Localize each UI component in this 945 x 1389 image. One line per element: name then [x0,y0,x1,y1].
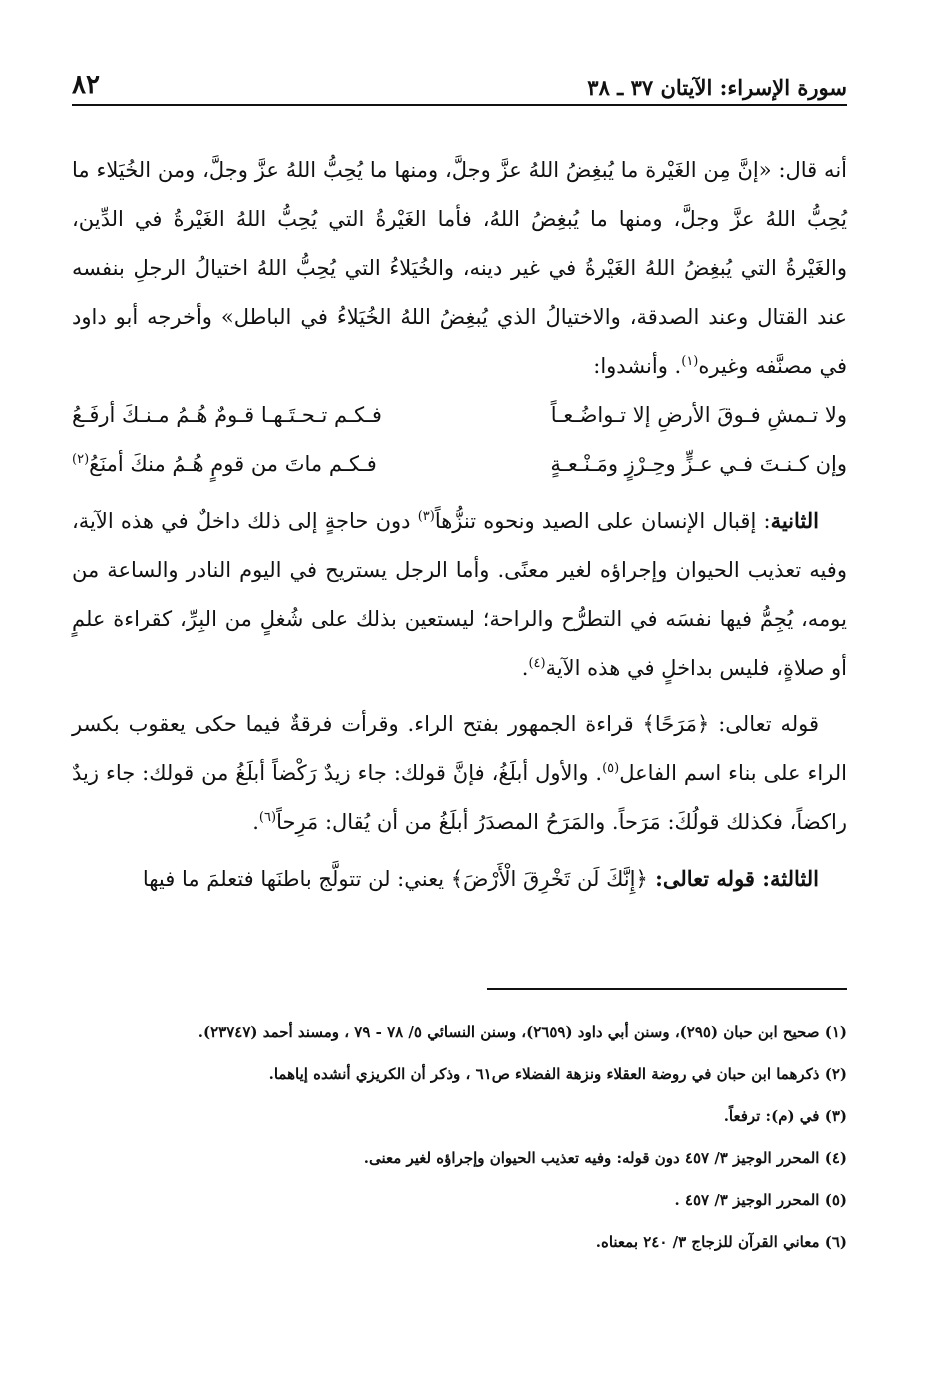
verse-2 [72,440,847,489]
footnote-1: (١) صحيح ابن حبان (٢٩٥)، وسنن أبي داود (٢٦٥٩)، وسنن النسائي ٥/ ٧٨ - ٧٩ ، ومسند أحمد (٢٣٧٤٧). [197,1023,847,1041]
section-two-label: الثانية [770,508,819,533]
verse-1-first-hemistich: ولا تـمشِ فـوقَ الأرضِ إلا تـواضُـعـاً [550,403,847,427]
footnote-ref-3[interactable]: (٣) [417,509,435,524]
main-text [72,146,847,904]
footnote-ref-4[interactable]: (٤) [528,656,546,671]
footnote-2: (٢) ذكرهما ابن حبان في روضة العقلاء ونزهة الفضلاء ص٦١ ، وذكر أن الكريزي أنشده إياهما. [268,1065,847,1083]
footnote-ref-5[interactable]: (٥) [602,761,620,776]
footnotes [72,1018,847,1270]
paragraph-hadith: أنه قال: «إنَّ مِن الغَيْرة ما يُبغِضُ اللهُ عزَّ وجلَّ، ومنها ما يُحِبُّ اللهُ عزَّ وجلَّ، ومن الخُيَلاء ما يُحِبُّ اللهُ عزَّ وجلَّ، ومنها ما يُبغِضُ اللهُ، فأما الغَيْرةُ التي يُحِبُّ اللهُ الغَيْرةُ في الدِّين، والغَيْرةُ التي يُبغِضُ اللهُ الغَيْرةُ في غير دينه، والخُيَلاءُ التي يُحِبُّ اللهُ اختيالُ الرجلِ بنفسه عند القتال وعند الصدقة، والاختيالُ الذي يُبغِضُ اللهُ الخُيَلاءُ في الباطل» وأخرجه أبو داود في مصنَّفه وغيره$^{(١)}$. وأنشدوا: [72,158,847,378]
quran-quote: ﴿مَرَحًا﴾ [642,712,710,736]
poem [72,391,847,489]
footnote-6: (٦) معاني القرآن للزجاج ٣/ ٢٤٠ بمعناه. [595,1233,847,1251]
verse-1 [72,391,847,440]
footnote-3: (٣) في (م): ترفعاً. [723,1107,847,1125]
verse-1-second-hemistich: فـكـم تـحـتَـهـا قـومٌ هُـمُ مـنـكَ أرفَـعُ [72,403,382,427]
paragraph-marahan: قوله تعالى: ﴿مَرَحًا﴾ قراءة الجمهور بفتح الراء. وقرأت فرقةٌ فيما حكى يعقوب بكسر الراء على بناء اسم الفاعل$^{(٥)}$. والأول أبلَغُ، فإنَّ قولك: جاء زيدٌ رَكْضاً أبلَغُ من قولك: جاء زيدٌ راكضاً، فكذلك قولُكَ: مَرَحاً. والمَرَحُ المصدَرُ أبلَغُ من أن يُقال: مَرِحاً$^{(٦)}$. [72,712,848,834]
verse-2-second-hemistich: فـكـم ماتَ من قومٍ هُـمُ منكَ أمنَعُ$^{(٢)}$ [72,452,377,476]
page-number: ٨٢ [72,70,100,100]
running-title: سورة الإسراء: الآيتان ٣٧ ـ ٣٨ [587,75,847,100]
footnote-separator [487,988,847,990]
verse-2-first-hemistich: وإن كـنـتَ فـي عـزٍّ وحِـرْزٍ ومَـنْـعـةٍ [550,452,847,476]
section-three: الثالثة: قوله تعالى: ﴿إِنَّكَ لَن تَخْرِقَ الْأَرْضَ﴾ يعني: لن تتولَّج باطنَها فتعلمَ ما فيها [142,866,819,891]
footnote-ref-1[interactable]: (١) [681,354,699,369]
section-two: الثانية: إقبال الإنسان على الصيد ونحوه تنزُّهاً$^{(٣)}$ دون حاجةٍ إلى ذلك داخلٌ في هذه الآية، وفيه تعذيب الحيوان وإجراؤه لغير معنًى. وأما الرجل يستريح في اليوم النادر والساعة من يومه، يُجِمُّ فيها نفسَه في التطرُّح والراحة؛ ليستعين بذلك على شُغلٍ من البِرِّ، كقراءة علمٍ أو صلاةٍ، فليس بداخلٍ في هذه الآية$^{(٤)}$. [72,508,847,680]
footnote-ref-2[interactable]: (٢) [72,452,90,467]
footnote-ref-6[interactable]: (٦) [258,810,277,825]
quran-quote: ﴿إِنَّكَ لَن تَخْرِقَ الْأَرْضَ﴾ [450,867,648,891]
footnote-5: (٥) المحرر الوجيز ٣/ ٤٥٧ . [674,1191,847,1209]
page-header [72,66,847,106]
section-three-label: الثالثة [770,866,819,891]
footnote-4: (٤) المحرر الوجيز ٣/ ٤٥٧ دون قوله: وفيه تعذيب الحيوان وإجراؤه لغير معنى. [363,1149,847,1167]
